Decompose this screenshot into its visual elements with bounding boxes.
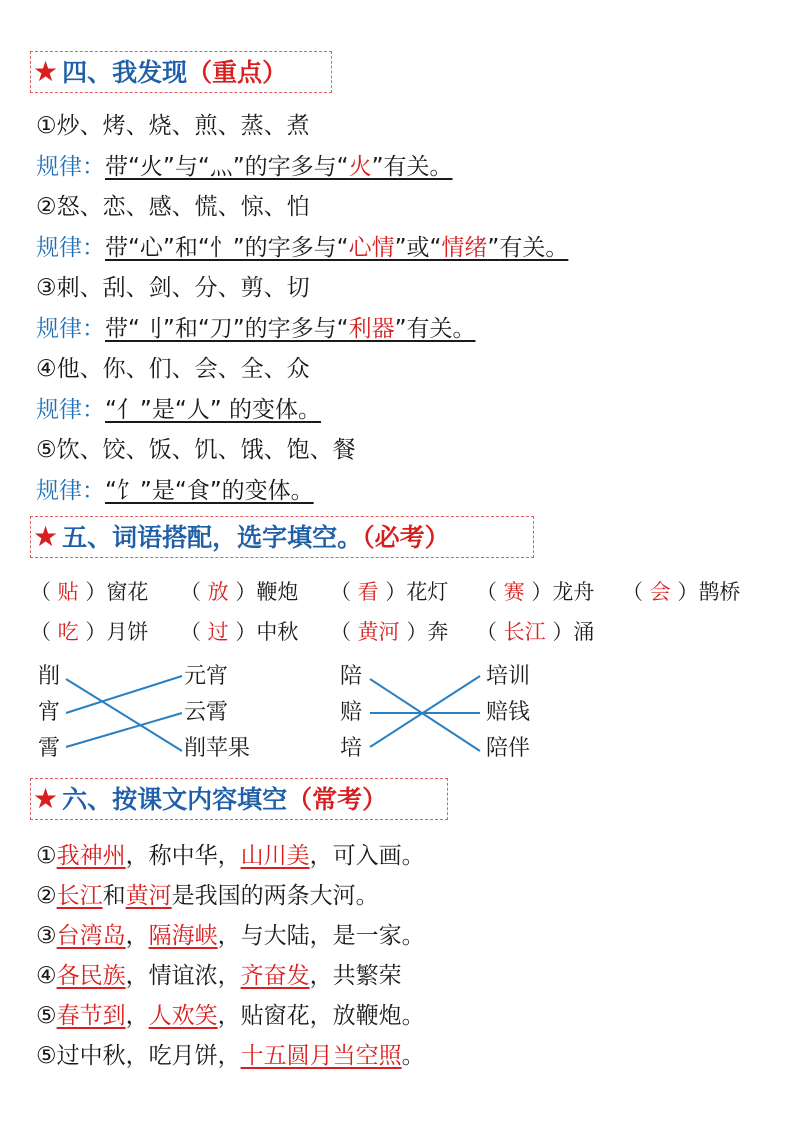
paren-open: （ [330, 580, 351, 604]
line-text: ，共繁荣 [309, 963, 402, 989]
rule-text: 。 [290, 477, 314, 504]
section4-title: 四、我发现 [62, 58, 188, 87]
fill-word: 月饼 [106, 620, 149, 644]
line-text: ，与大陆，是一家。 [217, 923, 425, 949]
star-icon: ★ [33, 55, 59, 88]
fill-word: 中秋 [256, 620, 299, 644]
line-text: 和 [102, 883, 126, 909]
match-left-char: 霄 [38, 736, 61, 761]
answer-text: 各民族 [56, 963, 126, 989]
paren-close: ） [677, 580, 699, 604]
line-text: ，称中华， [125, 843, 241, 869]
rule-text: 带“心”和“忄”的字多与“ [105, 234, 349, 261]
paren-open: （ [180, 580, 201, 604]
match-left-word: 元宵 [184, 664, 229, 689]
line-text: ，情谊浓， [125, 963, 241, 989]
section6-heading [30, 778, 448, 820]
paren-close: ） [235, 580, 257, 604]
match-left-word: 削苹果 [184, 736, 251, 761]
paren-open: （ [330, 620, 351, 644]
answer-text: 春节到 [56, 1003, 126, 1029]
paren-open: （ [180, 620, 201, 644]
rule-text: 有关。 [383, 153, 453, 180]
fill-word: 龙舟 [552, 580, 595, 604]
rule-text: ”或“ [394, 234, 442, 261]
paren-close: ） [235, 620, 257, 644]
rule-label: 规律： [36, 315, 105, 342]
paren-close: ） [406, 620, 428, 644]
answer-text: 山川美 [240, 843, 310, 869]
rule-text: 有关。 [406, 315, 476, 342]
match-left-char: 削 [38, 664, 61, 689]
recite-line [36, 1000, 425, 1032]
line-text: ， [125, 923, 149, 949]
line-text: ，贴窗花，放鞭炮。 [217, 1003, 425, 1029]
match-right-char: 赔 [340, 700, 363, 725]
fill-word: 窗花 [106, 580, 149, 604]
char-group-line: ②怒、恋、感、慌、惊、怕 [36, 194, 310, 220]
match-right-char: 陪 [340, 664, 363, 689]
line-text: ， [125, 1003, 149, 1029]
line-text: 是我国的两条大河。 [171, 883, 379, 909]
fill-answer: 看 [351, 580, 386, 604]
section6-tag: （常考） [287, 785, 388, 814]
match-line [370, 676, 480, 747]
paren-close: ） [531, 580, 553, 604]
section4-tag: （重点） [187, 58, 288, 87]
section5-tag: （必考） [362, 523, 450, 552]
rule-text: “亻”是“人” 的变体 [105, 396, 298, 423]
char-group-line: ⑤饮、饺、饭、饥、饿、饱、餐 [36, 437, 356, 463]
line-text: ⑤过中秋，吃月饼， [36, 1043, 241, 1069]
paren-close: ） [385, 580, 407, 604]
recite-line [36, 880, 379, 912]
match-right-char: 培 [340, 736, 363, 761]
rule-text: ” [371, 153, 384, 180]
rule-text: 带“火”与“灬”的字多与“ [105, 153, 349, 180]
line-text: ③ [36, 923, 57, 949]
match-right-word: 赔钱 [486, 700, 531, 725]
rule-text: 带“刂”和“刀”的字多与“ [105, 315, 349, 342]
char-group-line: ①炒、烤、烧、煎、蒸、煮 [36, 113, 310, 139]
paren-open: （ [622, 580, 643, 604]
answer-text: 十五圆月当空照 [240, 1043, 402, 1069]
recite-line [36, 1040, 425, 1072]
line-text: ，可入画。 [309, 843, 425, 869]
match-line [370, 679, 480, 751]
section6-title: 六、按课文内容填空 [62, 785, 288, 814]
section5-title: 五、词语搭配，选字填空。 [62, 523, 363, 552]
match-left-word: 云霄 [184, 700, 229, 725]
fill-answer: 长江 [497, 620, 553, 644]
recite-line [36, 840, 425, 872]
paren-open: （ [30, 580, 51, 604]
star-icon: ★ [33, 520, 59, 553]
rule-text: ” [394, 315, 407, 342]
match-left-char: 宵 [38, 700, 61, 725]
fill-word: 奔 [427, 620, 449, 644]
fill-word: 涌 [573, 620, 595, 644]
fill-word: 鹊桥 [698, 580, 741, 604]
rule-text: 。 [297, 396, 321, 423]
char-group-line: ③刺、刮、剑、分、剪、切 [36, 275, 310, 301]
match-line [66, 676, 182, 713]
paren-close: ） [552, 620, 574, 644]
line-text: ④ [36, 963, 57, 989]
match-line [66, 679, 182, 751]
paren-open: （ [30, 620, 51, 644]
match-right-word: 培训 [486, 664, 531, 689]
answer-text: 长江 [56, 883, 103, 909]
fill-answer: 过 [201, 620, 236, 644]
star-icon: ★ [33, 782, 59, 815]
rule-label: 规律： [36, 234, 105, 261]
fill-answer: 会 [643, 580, 678, 604]
line-text: ① [36, 843, 57, 869]
answer-text: 人欢笑 [148, 1003, 218, 1029]
rule-text: 火 [348, 153, 372, 180]
match-line [66, 713, 182, 747]
line-text: 。 [401, 1043, 425, 1069]
char-group-line: ④他、你、们、会、全、众 [36, 356, 310, 382]
fill-answer: 贴 [51, 580, 86, 604]
rule-label: 规律： [36, 396, 105, 423]
recite-line [36, 960, 402, 992]
fill-answer: 赛 [497, 580, 532, 604]
paren-close: ） [85, 580, 107, 604]
rule-text: 有关。 [499, 234, 569, 261]
answer-text: 我神州 [56, 843, 126, 869]
fill-answer: 吃 [51, 620, 86, 644]
answer-text: 黄河 [125, 883, 172, 909]
line-text: ② [36, 883, 57, 909]
rule-text: 心情 [348, 234, 395, 261]
fill-word: 花灯 [406, 580, 449, 604]
fill-answer: 放 [201, 580, 236, 604]
answer-text: 齐奋发 [240, 963, 310, 989]
paren-open: （ [476, 580, 497, 604]
recite-line [36, 920, 425, 952]
rule-text: “饣”是“食”的变体 [105, 477, 291, 504]
answer-text: 隔海峡 [148, 923, 218, 949]
rule-text: ” [487, 234, 500, 261]
rule-label: 规律： [36, 153, 105, 180]
rule-text: 情绪 [441, 234, 488, 261]
paren-open: （ [476, 620, 497, 644]
line-text: ⑤ [36, 1003, 57, 1029]
paren-close: ） [85, 620, 107, 644]
answer-text: 台湾岛 [56, 923, 126, 949]
rule-label: 规律： [36, 477, 105, 504]
fill-answer: 黄河 [351, 620, 407, 644]
rule-text: 利器 [348, 315, 395, 342]
match-right-word: 陪伴 [486, 736, 531, 761]
fill-word: 鞭炮 [256, 580, 299, 604]
